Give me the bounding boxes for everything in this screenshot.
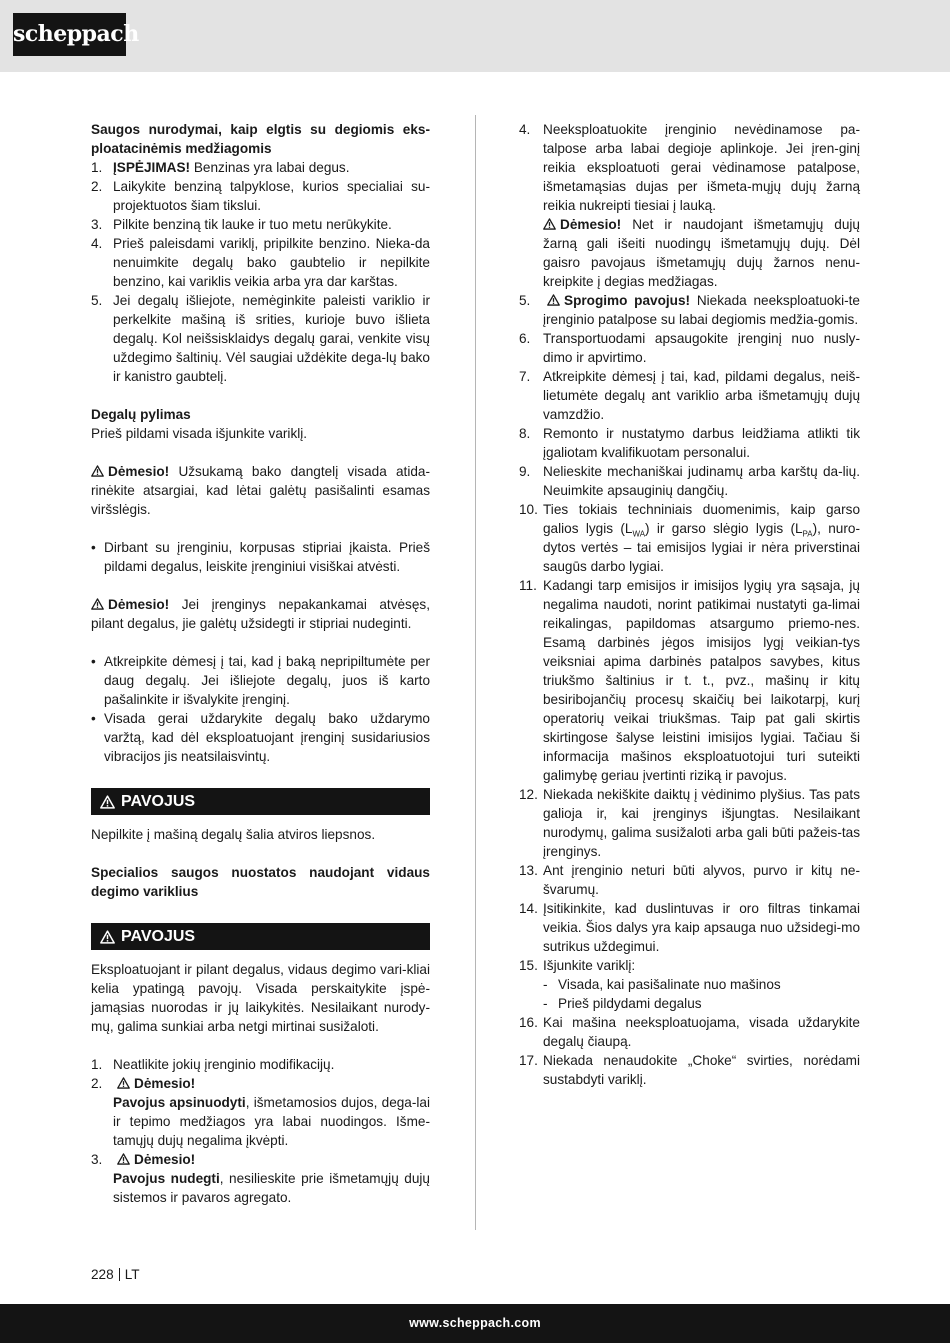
item-text: Atkreipkite dėmesį į tai, kad, pildami degalus, neiš-lietumėte degalų ant variklio arba išmetamųjų dujų vamzdžio. [543, 369, 860, 422]
attention-label: Dėmesio! [108, 464, 170, 479]
section-heading-refuel: Degalų pylimas [91, 407, 191, 422]
list-item [91, 177, 430, 215]
item-text: Atkreipkite dėmesį į tai, kad į baką nepripiltumėte per daug degalų. Jei išliejote degalų, juos iš karto pašalinkite ir išvalykite įrenginį. [104, 654, 430, 707]
list-item [519, 120, 860, 291]
list-item [519, 1051, 860, 1089]
warning-icon [91, 465, 104, 477]
item-number: 5. [91, 293, 103, 308]
warning-icon [117, 1153, 130, 1165]
list-item [519, 899, 860, 956]
list-item [91, 234, 430, 291]
item-number: 10. [519, 502, 538, 517]
list-item [91, 291, 430, 386]
section-heading-flammable: Saugos nurodymai, kaip elgtis su degiomis eks-ploatacinėmis medžiagomis [91, 122, 430, 156]
item-text: Įsitikinkite, kad duslintuvas ir oro filtras tinkamai veikia. Šios dalys yra kaip apsauga nuo užsidegi-mo sutrikus uždegimui. [543, 901, 860, 954]
list-item [519, 329, 860, 367]
item-text: Laikykite benziną talpyklose, kurios specialiai su-projektuotos šiam tikslui. [113, 179, 430, 213]
item-number: 3. [91, 217, 103, 232]
bullet-list-2 [91, 652, 430, 766]
item-number: 1. [91, 1057, 103, 1072]
list-item [91, 1150, 430, 1207]
attention-label: Dėmesio! [108, 597, 170, 612]
item-number: 17. [519, 1053, 538, 1068]
list-item [519, 367, 860, 424]
page-header [0, 0, 950, 72]
list-item [91, 1055, 430, 1074]
page-number: 228 LT [91, 1267, 140, 1282]
attention-text: Užsukamą bako dangtelį visada atida-rinėkite atsargiai, kad lėtai galėtų pasišalinti esamas viršslėgis. [91, 464, 430, 517]
flammable-list [91, 158, 430, 386]
item-number: 11. [519, 578, 537, 593]
attention-label: Dėmesio! [560, 217, 622, 232]
item-number: 16. [519, 1015, 538, 1030]
warning-icon [91, 598, 104, 610]
danger-text-2: Eksploatuojant ir pilant degalus, vidaus degimo vari-kliai kelia ypatingą pavojų. Visada perskaitykite įspė-jamąsias nuorodas ir jų laikykitės. Nesilaikant nurody-mų, galima sunkiai arba netgi mirtinai susižaloti. [91, 962, 430, 1034]
attention-label: Sprogimo pavojus! [564, 293, 691, 308]
list-item [519, 424, 860, 462]
item-number: 13. [519, 863, 538, 878]
item-text: Net ir naudojant išmetamųjų dujų žarną gali išeiti nuodingų išmetamųjų dujų. Dėl gaisro pavojaus išmetamųjų dujų žarnos nenu-kreipkite į degias medžiagas. [543, 217, 860, 289]
item-number: 6. [519, 331, 531, 346]
list-item [519, 956, 860, 1013]
item-number: 7. [519, 369, 531, 384]
list-item: • Dirbant su įrenginiu, korpusas stipriai įkaista. Prieš pildami degalus, leiskite įrenginiui visiškai atvėsti. [91, 540, 430, 574]
item-text: Pilkite benziną tik lauke ir tuo metu nerūkykite. [113, 217, 392, 232]
danger-banner-1 [91, 788, 430, 815]
item-number: 2. [91, 1076, 103, 1091]
item-text: Niekada neeksploatuoki-te įrenginio patalpose su labai degiomis medžia-gomis. [543, 293, 860, 327]
item-text: Visada gerai uždarykite degalų bako uždarymo varžtą, kad dėl eksploatuojant įrenginį susidariusios vibracijos jis neatsilaisvintų. [104, 711, 430, 764]
item-text: Transportuodami apsaugokite įrenginį nuo nusly-dimo ir apvirtimo. [543, 331, 860, 365]
hazard-label: Pavojus apsinuodyti [113, 1095, 246, 1110]
refuel-text: Prieš pildami visada išjunkite variklį. [91, 426, 308, 441]
list-item [519, 462, 860, 500]
danger-label: PAVOJUS [121, 793, 196, 810]
left-column [91, 120, 430, 1207]
item-text: Dirbant su įrenginiu, korpusas stipriai įkaista. Prieš pildami degalus, leiskite įrenginiui visiškai atvėsti. [104, 540, 430, 574]
page-footer [0, 1304, 950, 1343]
item-number: 15. [519, 958, 538, 973]
bullet-list-1 [91, 538, 430, 576]
danger-label: PAVOJUS [121, 928, 196, 945]
warning-icon [100, 795, 115, 809]
list-item [519, 785, 860, 861]
engine-list-continued [519, 120, 860, 1089]
list-item [519, 861, 860, 899]
list-item [519, 291, 860, 329]
item-text: Neatlikite jokių įrenginio modifikacijų. [113, 1057, 335, 1072]
item-text: , nesilieskite prie išmetamųjų dujų sistemos ir pavaros agregato. [113, 1171, 430, 1205]
item-text: Nelieskite mechaniškai judinamų arba karštų da-lių. Neuimkite apsauginių dangčių. [543, 464, 860, 498]
item-text: , išmetamosios dujos, dega-lai ir tepimo medžiagos yra labai nuodingos. Išme-tamųjų dujų negalima įkvėpti. [113, 1095, 430, 1148]
warning-icon [117, 1077, 130, 1089]
column-divider [475, 115, 476, 1230]
attention-note-2 [91, 595, 430, 633]
footer-url[interactable]: www.scheppach.com [409, 1316, 541, 1330]
engine-list [91, 1055, 430, 1207]
warning-icon [547, 294, 560, 306]
attention-label: Dėmesio! [134, 1152, 196, 1167]
item-number: 4. [519, 122, 531, 137]
warning-icon [543, 218, 556, 230]
section-heading-engine: Specialios saugos nuostatos naudojant vidaus degimo variklius [91, 865, 430, 899]
sub-list-item: - Prieš pildydami degalus [543, 996, 702, 1011]
right-column [519, 120, 860, 1089]
danger-text-1: Nepilkite į mašiną degalų šalia atviros liepsnos. [91, 827, 376, 842]
list-item [519, 576, 860, 785]
item-text: Niekada nenaudokite „Choke“ svirties, norėdami sustabdyti variklį. [543, 1053, 860, 1087]
item-number: 9. [519, 464, 531, 479]
item-number: 5. [519, 293, 531, 308]
attention-text: Jei įrenginys nepakankamai atvėsęs, pilant degalus, jie galėtų užsidegti ir stipriai nudeginti. [91, 597, 430, 631]
sub-list [543, 975, 860, 1013]
sub-list-item: - Visada, kai pasišalinate nuo mašinos [543, 977, 781, 992]
item-text: Prieš paleisdami variklį, pripilkite benzino. Nieka-da nenuimkite degalų bako gaubtelio ir nepilkite benzino, kai variklis veikia arba yra dar karštas. [113, 236, 430, 289]
list-item [91, 215, 430, 234]
danger-banner-2 [91, 923, 430, 950]
warning-icon [100, 930, 115, 944]
language-code: LT [124, 1267, 140, 1282]
item-number: 8. [519, 426, 531, 441]
warning-label: ĮSPĖJIMAS! [113, 160, 191, 175]
brand-logo: scheppach [13, 13, 126, 56]
item-text: Niekada nekiškite daiktų į vėdinimo plyšius. Tas pats galioja ir, kai įrenginys išjungtas. Nesilaikant nurodymų, galima susižaloti arba gali būti pažeis-tas įrenginys. [543, 787, 860, 859]
item-number: 3. [91, 1152, 103, 1167]
item-number: 2. [91, 179, 103, 194]
item-text: Benzinas yra labai degus. [190, 160, 350, 175]
list-item: • Atkreipkite dėmesį į tai, kad į baką nepripiltumėte per daug degalų. Jei išliejote degalų, juos iš karto pašalinkite ir išvalykite įrenginį. [91, 654, 430, 707]
list-item: 10. Ties tokiais techniniais duomenimis, kaip garso galios lygis $(L_{WA})$ ir garso slėgio lygis $(L_{PA})$, nuro-dytos vertės – tai emisijos lygiai ir nėra priverstinai saugūs darbo lygiai. [519, 502, 860, 574]
item-text: Kai mašina neeksploatuojama, visada uždarykite degalų čiaupą. [543, 1015, 860, 1049]
item-text: Išjunkite variklį: [543, 958, 636, 973]
hazard-label: Pavojus nudegti [113, 1171, 220, 1186]
item-number: 14. [519, 901, 538, 916]
item-text: Ant įrenginio neturi būti alyvos, purvo ir kitų ne-švarumų. [543, 863, 860, 897]
list-item [519, 1013, 860, 1051]
list-item: • Visada gerai uždarykite degalų bako uždarymo varžtą, kad dėl eksploatuojant įrenginį susidariusios vibracijos jis neatsilaisvintų. [91, 711, 430, 764]
item-text: Remonto ir nustatymo darbus leidžiama atlikti tik įgaliotam kvalifikuotam personalui. [543, 426, 860, 460]
item-number: 1. [91, 160, 103, 175]
item-text: Kadangi tarp emisijos ir imisijos lygių yra sąsaja, jų negalima naudoti, norint patikimai nustatyti ga-limai reikalingas, papildomas atsargumo priemo-nes. Esamą darbinės jėgos imisijos lygį veikian-tys veiksniai apima darbinės patalpos savybes, kitus triukšmo šaltinius ir t. t., pvz., mašinų ir kitų besiribojančių procesų skaičių bei laikotarpį, kurį operatorių veikai triukšmas. Taip pat gali skirtis skirtingose šalyse leistini imisijos lygiai. Tačiau ši informacija mašinos eksploatuotojui turi suteikti galimybę geriau įvertinti riziką ir pavojus. [543, 578, 860, 783]
list-item [91, 158, 430, 177]
list-item [91, 1074, 430, 1150]
item-number: 12. [519, 787, 538, 802]
attention-note-1 [91, 462, 430, 519]
attention-label: Dėmesio! [134, 1076, 196, 1091]
item-text: Jei degalų išliejote, nemėginkite paleisti variklio ir perkelkite mašiną iš srities, kurioje buvo išlieta degalų. Kol neišsisklaidys degalų garai, venkite visų uždegimo šaltinių. Vėl saugiai uždėkite dega-lų bako ir kanistro gaubtelį. [113, 293, 430, 384]
item-text: Neeksploatuokite įrenginio nevėdinamose pa-talpose arba labai degioje aplinkoje. Jei įren-ginį reikia eksploatuoti gerai vėdinamose patalpose, išmetamąsias dujas per išmeta-mųjų dujų žarną reikia nukreipti tiesiai į lauką. [543, 122, 860, 213]
item-number: 4. [91, 236, 103, 251]
